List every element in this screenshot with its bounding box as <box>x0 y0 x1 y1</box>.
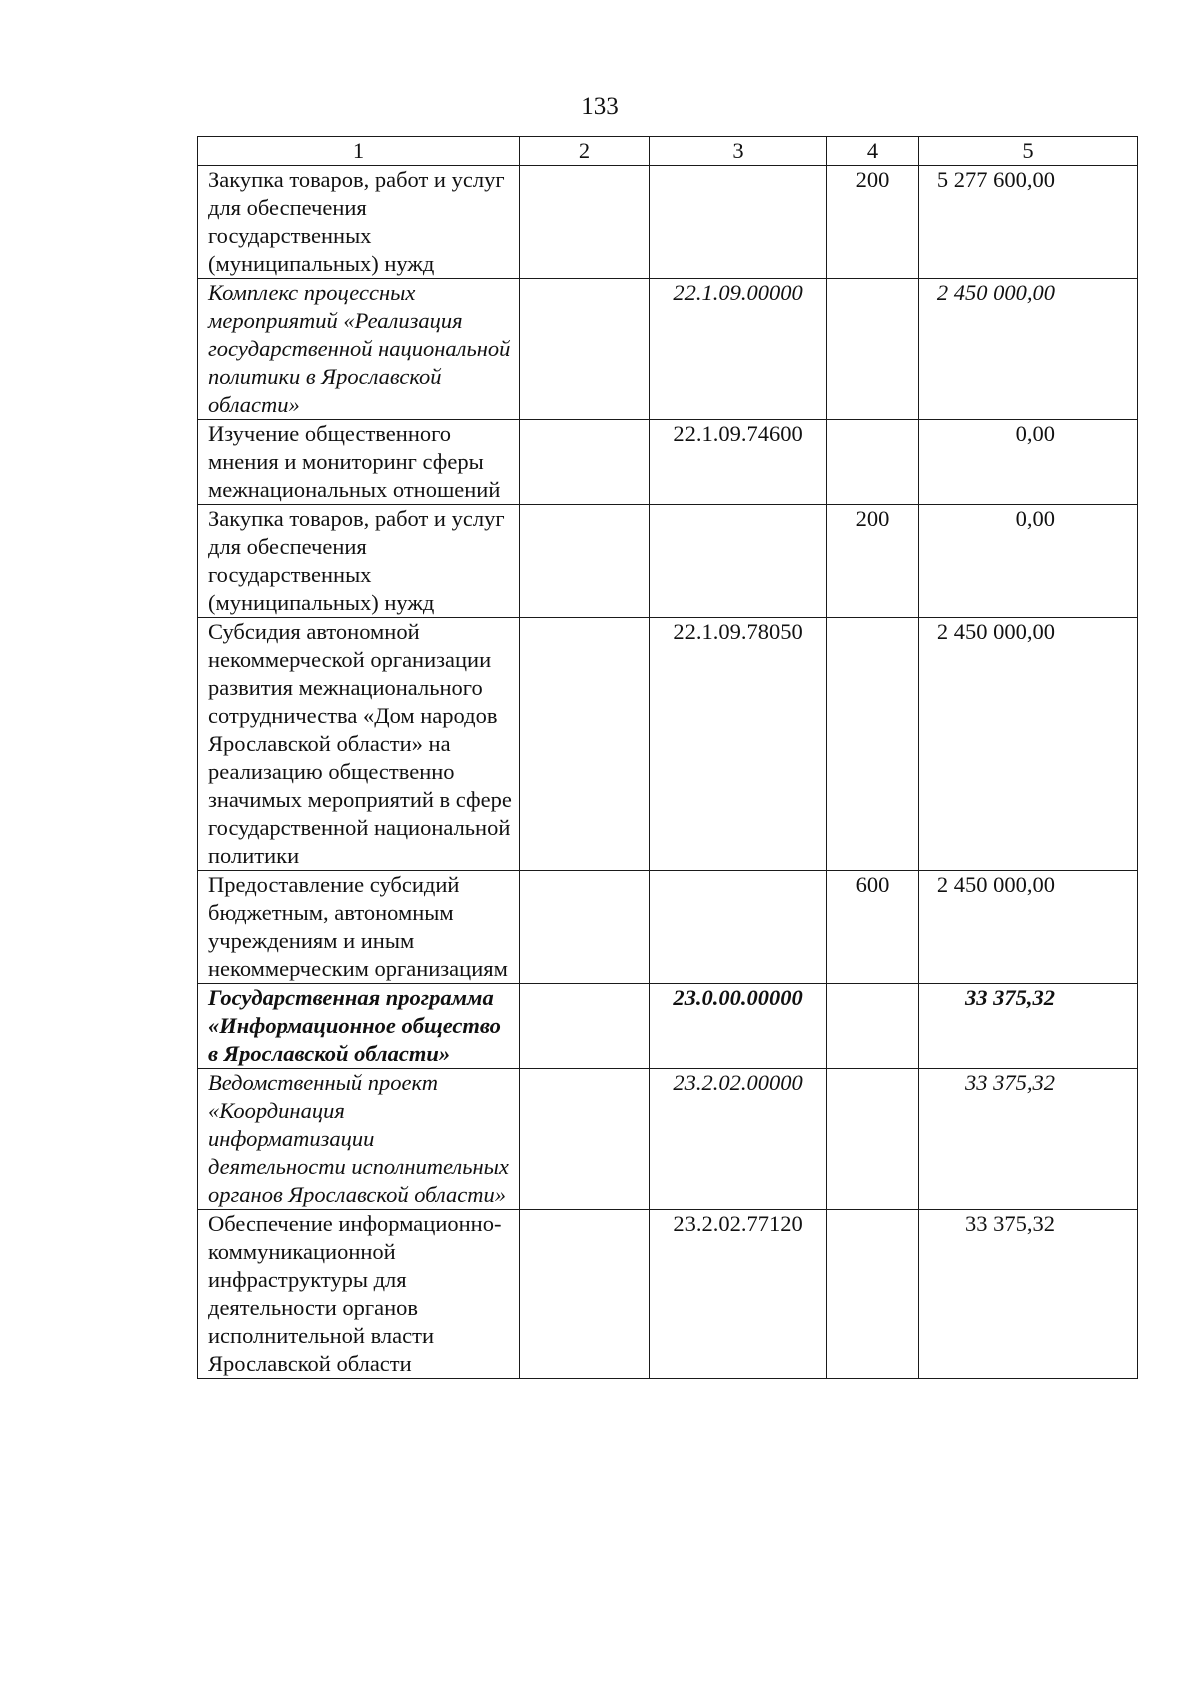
row-code <box>650 871 827 984</box>
row-col-2 <box>520 1210 650 1379</box>
table-row <box>198 984 1138 1069</box>
row-col-2 <box>520 618 650 871</box>
row-col-2 <box>520 279 650 420</box>
row-expense-type: 200 <box>827 166 919 279</box>
row-expense-type: 200 <box>827 505 919 618</box>
row-expense-type <box>827 1069 919 1210</box>
row-name: Ведомственный проект «Координация информатизации деятельности исполнительных органов Ярославской области» <box>198 1069 520 1210</box>
row-amount: 2 450 000,00 <box>919 618 1138 871</box>
table-row <box>198 871 1138 984</box>
row-code <box>650 505 827 618</box>
header-col-4: 4 <box>827 137 919 166</box>
row-name: Предоставление субсидий бюджетным, автономным учреждениям и иным некоммерческим организациям <box>198 871 520 984</box>
row-col-2 <box>520 505 650 618</box>
row-amount: 2 450 000,00 <box>919 279 1138 420</box>
row-amount: 2 450 000,00 <box>919 871 1138 984</box>
row-code: 23.0.00.00000 <box>650 984 827 1069</box>
table-row <box>198 166 1138 279</box>
table-row <box>198 618 1138 871</box>
page-number: 133 <box>581 93 619 120</box>
header-col-5: 5 <box>919 137 1138 166</box>
table-row <box>198 420 1138 505</box>
row-expense-type <box>827 984 919 1069</box>
row-amount: 0,00 <box>919 420 1138 505</box>
row-name: Обеспечение информационно-коммуникационной инфраструктуры для деятельности органов исполнительной власти Ярославской области <box>198 1210 520 1379</box>
header-col-3: 3 <box>650 137 827 166</box>
row-amount: 33 375,32 <box>919 1210 1138 1379</box>
row-amount: 5 277 600,00 <box>919 166 1138 279</box>
row-code: 22.1.09.78050 <box>650 618 827 871</box>
table-row <box>198 1069 1138 1210</box>
row-col-2 <box>520 984 650 1069</box>
row-amount: 33 375,32 <box>919 984 1138 1069</box>
row-col-2 <box>520 166 650 279</box>
row-name: Закупка товаров, работ и услуг для обеспечения государственных (муниципальных) нужд <box>198 166 520 279</box>
row-name: Изучение общественного мнения и мониторинг сферы межнациональных отношений <box>198 420 520 505</box>
row-col-2 <box>520 1069 650 1210</box>
table-row <box>198 279 1138 420</box>
row-expense-type <box>827 279 919 420</box>
table-header-row <box>198 137 1138 166</box>
row-code: 23.2.02.00000 <box>650 1069 827 1210</box>
row-code <box>650 166 827 279</box>
row-code: 23.2.02.77120 <box>650 1210 827 1379</box>
row-name: Комплекс процессных мероприятий «Реализация государственной национальной политики в Ярославской области» <box>198 279 520 420</box>
row-name: Субсидия автономной некоммерческой организации развития межнационального сотрудничества «Дом народов Ярославской области» на реализацию общественно значимых мероприятий в сфере государственной национальной политики <box>198 618 520 871</box>
header-col-1: 1 <box>198 137 520 166</box>
row-name: Государственная программа «Информационное общество в Ярославской области» <box>198 984 520 1069</box>
table-row <box>198 1210 1138 1379</box>
table-row <box>198 505 1138 618</box>
header-col-2: 2 <box>520 137 650 166</box>
row-expense-type: 600 <box>827 871 919 984</box>
row-code: 22.1.09.00000 <box>650 279 827 420</box>
row-expense-type <box>827 420 919 505</box>
row-expense-type <box>827 618 919 871</box>
row-code: 22.1.09.74600 <box>650 420 827 505</box>
row-amount: 0,00 <box>919 505 1138 618</box>
row-expense-type <box>827 1210 919 1379</box>
row-name: Закупка товаров, работ и услуг для обеспечения государственных (муниципальных) нужд <box>198 505 520 618</box>
budget-table <box>197 136 1138 1379</box>
row-col-2 <box>520 871 650 984</box>
row-col-2 <box>520 420 650 505</box>
row-amount: 33 375,32 <box>919 1069 1138 1210</box>
